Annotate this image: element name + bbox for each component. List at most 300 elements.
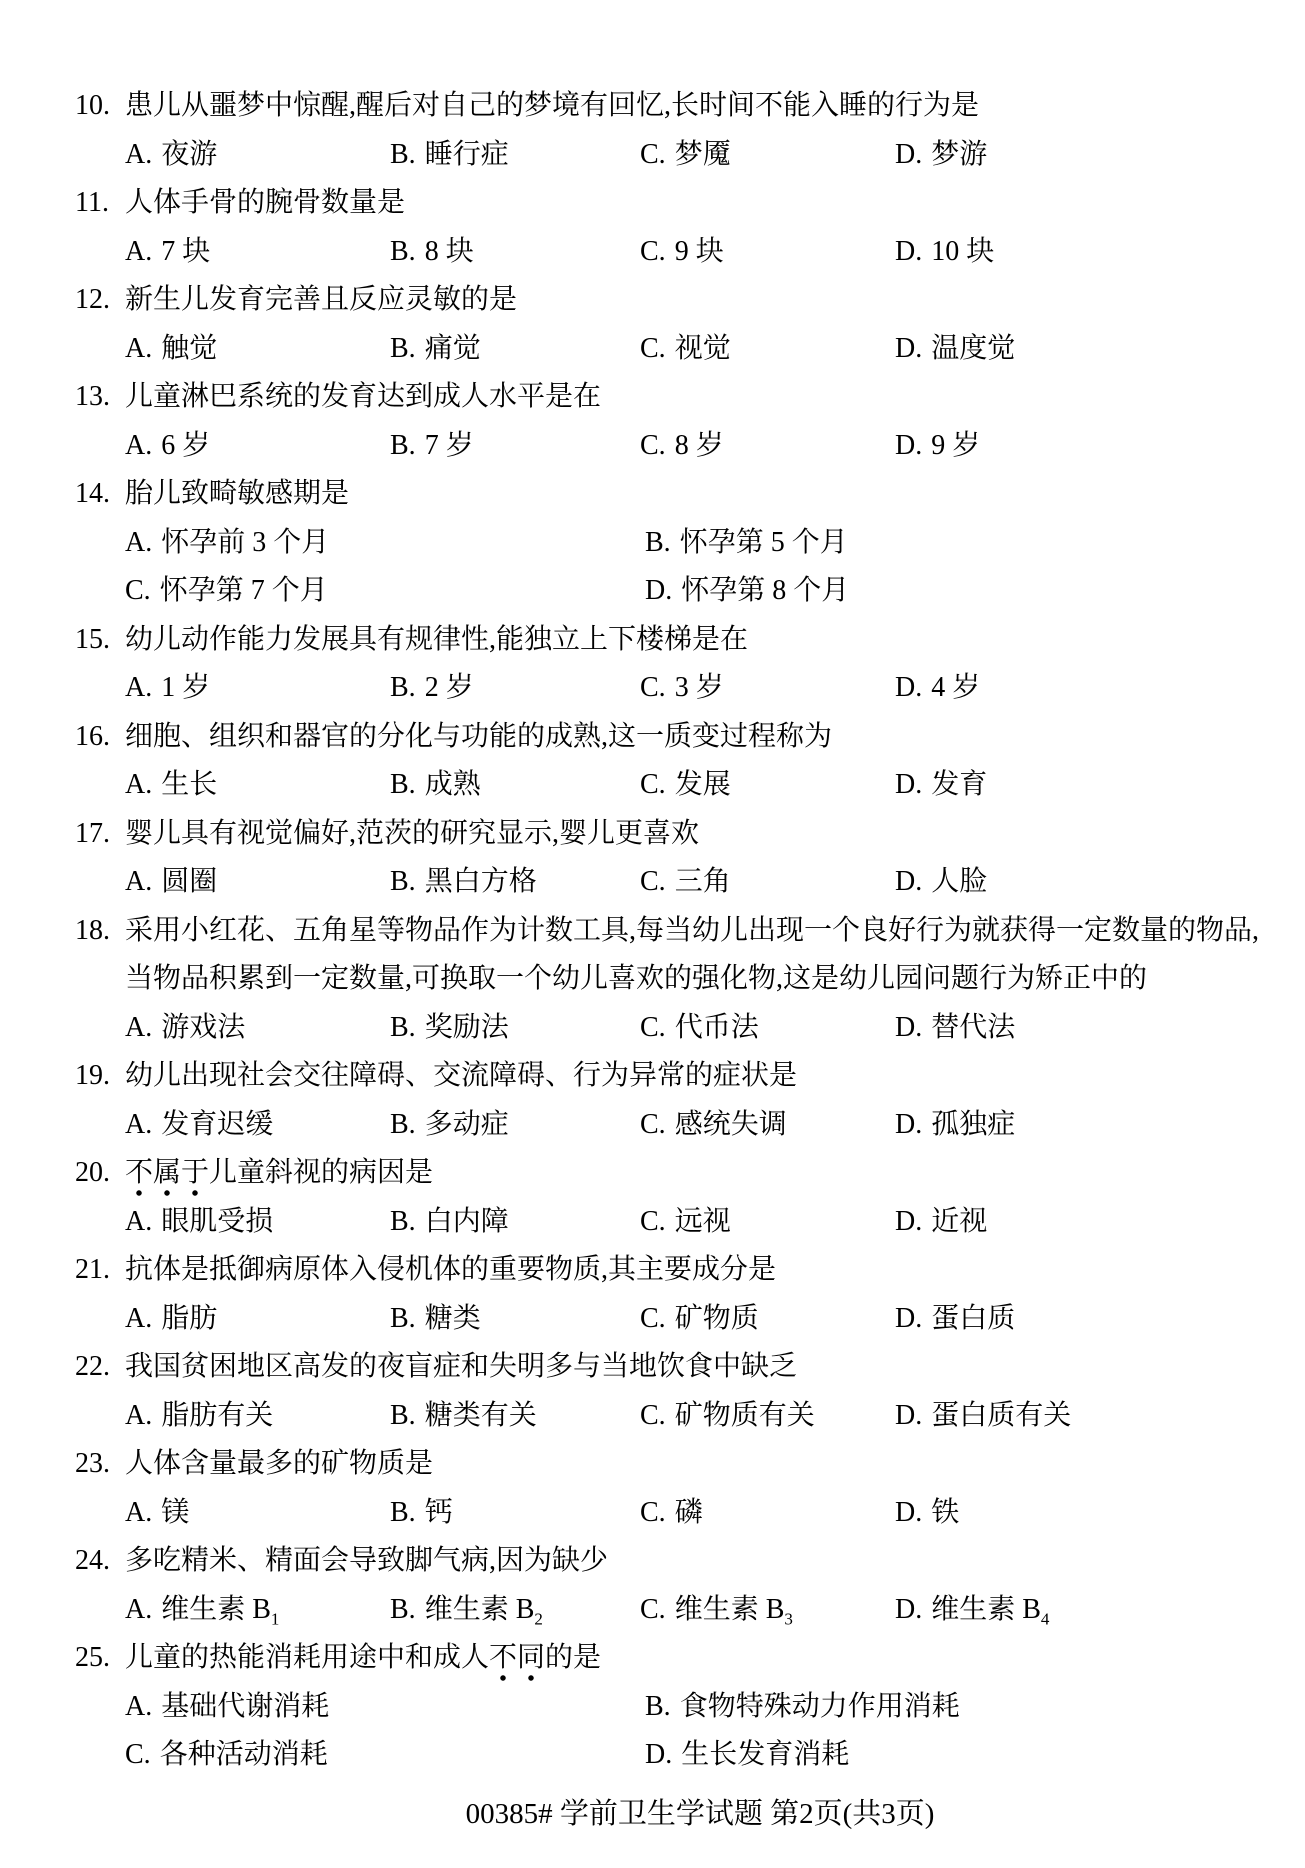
option-text: 脂肪有关 — [161, 1399, 274, 1431]
page-footer: 00385# 学前卫生学试题 第2页(共3页) — [465, 1797, 935, 1830]
option-label: A. — [125, 526, 153, 558]
option-text: 游戏法 — [161, 1011, 246, 1043]
option-text: 三角 — [674, 866, 731, 897]
question-number: 25. — [75, 1642, 110, 1673]
option — [125, 761, 390, 810]
option-label: A. — [125, 1108, 153, 1140]
option — [125, 422, 390, 471]
option-label: B. — [390, 138, 416, 170]
text-segment: 胎儿致畸敏感期是 — [125, 478, 350, 509]
question-text — [125, 1157, 433, 1198]
option — [640, 228, 895, 277]
question-text — [125, 381, 601, 412]
option — [390, 1586, 640, 1635]
option-text: 7 岁 — [424, 429, 474, 461]
option-text: 矿物质 — [674, 1302, 759, 1334]
question-item — [0, 1343, 1305, 1440]
option — [390, 858, 640, 907]
option-row — [0, 761, 1305, 810]
text-segment: 儿童的热能消耗用途中和成人 — [125, 1642, 490, 1673]
option-label: C. — [640, 429, 666, 461]
option — [125, 1731, 645, 1780]
option-label: C. — [640, 1205, 666, 1237]
option-label: C. — [640, 1496, 666, 1528]
option-label: A. — [125, 235, 153, 267]
question-list — [0, 82, 1305, 1780]
option-row — [0, 1683, 1305, 1780]
option-label: D. — [895, 138, 923, 170]
emphasized-text: 不同 — [489, 1642, 545, 1683]
question-number: 19. — [75, 1060, 110, 1091]
question-text — [125, 1254, 776, 1285]
option-text: 镁 — [161, 1496, 190, 1528]
question-item — [0, 470, 1305, 616]
option-label: C. — [640, 1011, 666, 1043]
option-text: 维生素 $B_4$ — [931, 1593, 1050, 1629]
question-line — [0, 373, 1305, 422]
option-text: 蛋白质 — [931, 1302, 1016, 1334]
question-text — [125, 915, 1259, 946]
option-text: 夜游 — [161, 138, 218, 170]
option — [125, 228, 390, 277]
option-text: 温度觉 — [931, 332, 1016, 364]
option-label: C. — [640, 138, 666, 170]
text-segment: 当物品积累到一定数量,可换取一个幼儿喜欢的强化物,这是幼儿园问题行为矫正中的 — [125, 963, 1148, 994]
option-row — [0, 519, 1305, 616]
option-text: 生长 — [161, 769, 218, 800]
option-row — [0, 664, 1305, 713]
question-line — [0, 810, 1305, 859]
question-text — [125, 1060, 797, 1091]
option-label: C. — [125, 1739, 151, 1770]
option-row — [0, 325, 1305, 374]
option — [125, 858, 390, 907]
option-label: C. — [125, 575, 151, 606]
question-number: 14. — [75, 478, 110, 509]
option — [125, 1489, 390, 1538]
option-label: D. — [895, 1205, 923, 1237]
option — [125, 519, 645, 568]
question-number: 10. — [75, 90, 110, 121]
option — [645, 1731, 1305, 1780]
question-line — [0, 616, 1305, 665]
option — [640, 422, 895, 471]
option-text: 脂肪 — [161, 1302, 218, 1334]
option-text: 黑白方格 — [424, 866, 537, 897]
option-text: 多动症 — [424, 1108, 509, 1140]
question-item — [0, 1149, 1305, 1246]
option-label: D. — [895, 1496, 923, 1528]
option — [390, 1101, 640, 1150]
question-item — [0, 276, 1305, 373]
option-label: B. — [390, 429, 416, 461]
option-row — [0, 1004, 1305, 1053]
option — [390, 228, 640, 277]
option — [895, 664, 1305, 713]
question-line — [0, 1343, 1305, 1392]
option — [125, 325, 390, 374]
question-number: 20. — [75, 1157, 110, 1188]
option-text: 10 块 — [931, 235, 995, 267]
option-label: B. — [390, 769, 416, 800]
option-label: A. — [125, 672, 153, 703]
question-item — [0, 1440, 1305, 1537]
question-item — [0, 810, 1305, 907]
option-text: 成熟 — [424, 769, 481, 800]
option-label: B. — [390, 235, 416, 267]
text-segment: 我国贫困地区高发的夜盲症和失明多与当地饮食中缺乏 — [125, 1351, 798, 1382]
option-text: 视觉 — [674, 332, 731, 364]
option-subscript: 3 — [784, 1609, 793, 1629]
option-label: D. — [895, 332, 923, 364]
option-text: 代币法 — [674, 1011, 759, 1043]
option-label: C. — [640, 769, 666, 800]
option-label: B. — [390, 866, 416, 897]
option — [895, 1586, 1305, 1635]
option — [125, 1586, 390, 1635]
option-text: 发育迟缓 — [161, 1108, 274, 1140]
option — [640, 1198, 895, 1247]
text-segment: 多吃精米、精面会导致脚气病,因为缺少 — [125, 1545, 609, 1576]
option — [640, 1101, 895, 1150]
question-line — [0, 907, 1305, 956]
text-segment: 新生儿发育完善且反应灵敏的是 — [125, 284, 518, 315]
question-text — [125, 1351, 797, 1382]
text-segment: 采用小红花、五角星等物品作为计数工具,每当幼儿出现一个良好行为就获得一定数量的物品, — [125, 914, 1260, 946]
option-label: C. — [640, 672, 666, 703]
option-text: 梦魇 — [674, 138, 731, 170]
option — [645, 567, 1305, 616]
option-text: 感统失调 — [674, 1108, 787, 1140]
question-line — [0, 1634, 1305, 1683]
option — [390, 761, 640, 810]
option — [640, 761, 895, 810]
option — [390, 1489, 640, 1538]
option — [640, 664, 895, 713]
question-text — [125, 284, 517, 315]
option-text: 发育 — [931, 769, 988, 800]
text-segment: 的是 — [545, 1642, 602, 1673]
text-segment: 人体含量最多的矿物质是 — [125, 1448, 434, 1479]
option-label: A. — [125, 138, 153, 170]
option-text: 生长发育消耗 — [681, 1739, 850, 1770]
option-label: C. — [640, 866, 666, 897]
option-text: 远视 — [674, 1205, 731, 1237]
option-label: C. — [640, 1108, 666, 1140]
option-label: C. — [640, 1593, 666, 1625]
question-item — [0, 1537, 1305, 1634]
option-label: C. — [640, 1302, 666, 1334]
option-text: 铁 — [931, 1496, 960, 1528]
option-label: D. — [895, 1108, 923, 1140]
option-text: 触觉 — [161, 332, 218, 364]
option-row — [0, 422, 1305, 471]
question-line — [0, 1149, 1305, 1198]
option-text: 4 岁 — [931, 672, 981, 703]
option-row — [0, 131, 1305, 180]
option-text: 痛觉 — [424, 332, 481, 364]
option — [895, 1392, 1305, 1441]
option — [390, 1004, 640, 1053]
option — [895, 131, 1305, 180]
option — [645, 519, 1305, 568]
question-line — [0, 179, 1305, 228]
option-label: B. — [390, 1593, 416, 1625]
option-label: D. — [895, 1011, 923, 1043]
option — [125, 1295, 390, 1344]
option-label: D. — [895, 1399, 923, 1431]
option — [895, 761, 1305, 810]
option-label: A. — [125, 429, 153, 461]
option-label: D. — [895, 1302, 923, 1334]
option-row — [0, 1392, 1305, 1441]
option-label: A. — [125, 769, 153, 800]
option-text: 糖类 — [424, 1302, 481, 1334]
question-text — [125, 1545, 608, 1576]
option-label: D. — [645, 575, 673, 606]
question-text — [125, 1642, 601, 1683]
option-label: D. — [895, 866, 923, 897]
option-text: 眼肌受损 — [161, 1205, 274, 1237]
option — [390, 422, 640, 471]
option — [640, 131, 895, 180]
option — [125, 1004, 390, 1053]
question-line — [0, 1052, 1305, 1101]
option-label: A. — [125, 1205, 153, 1237]
question-number: 21. — [75, 1254, 110, 1285]
option-text: 基础代谢消耗 — [161, 1690, 330, 1722]
text-segment: 儿童斜视的病因是 — [209, 1157, 434, 1188]
option — [640, 858, 895, 907]
option-text: 7 块 — [161, 235, 211, 267]
option-label: B. — [390, 1399, 416, 1431]
question-item — [0, 82, 1305, 179]
question-item — [0, 179, 1305, 276]
option-text: 糖类有关 — [424, 1399, 537, 1431]
option — [895, 1489, 1305, 1538]
option — [640, 1295, 895, 1344]
option-label: A. — [125, 332, 153, 364]
question-line — [0, 1440, 1305, 1489]
question-text — [125, 478, 349, 509]
option-label: D. — [645, 1739, 673, 1770]
option-text: 2 岁 — [424, 672, 474, 703]
question-number: 16. — [75, 720, 110, 752]
text-segment: 人体手骨的腕骨数量是 — [125, 187, 406, 218]
option-label: A. — [125, 1690, 153, 1722]
option — [125, 1198, 390, 1247]
option-text: 维生素 $B_1$ — [161, 1593, 280, 1629]
option-text: 9 块 — [674, 235, 724, 267]
text-segment: 抗体是抵御病原体入侵机体的重要物质,其主要成分是 — [125, 1254, 777, 1285]
option-text: 替代法 — [931, 1011, 1016, 1043]
option-label: B. — [390, 672, 416, 703]
option-label: B. — [390, 1496, 416, 1528]
question-text — [125, 187, 405, 218]
emphasized-text: 不属于 — [125, 1157, 209, 1198]
text-segment: 细胞、组织和器官的分化与功能的成熟,这一质变过程称为 — [125, 720, 833, 752]
option-text: 8 块 — [424, 235, 474, 267]
question-line — [0, 1246, 1305, 1295]
question-number: 15. — [75, 623, 110, 655]
option — [390, 325, 640, 374]
question-number: 18. — [75, 914, 110, 946]
option-label: B. — [645, 526, 671, 558]
option-text: 8 岁 — [674, 429, 724, 461]
option-row — [0, 1101, 1305, 1150]
option-text: 9 岁 — [931, 429, 981, 461]
option-label: A. — [125, 1011, 153, 1043]
option-label: D. — [895, 235, 923, 267]
option-label: D. — [895, 1593, 923, 1625]
option-text: 维生素 $B_2$ — [424, 1593, 543, 1629]
option — [390, 1295, 640, 1344]
option — [390, 664, 640, 713]
option-label: C. — [640, 332, 666, 364]
option-row — [0, 858, 1305, 907]
option-row — [0, 228, 1305, 277]
question-text — [125, 963, 1147, 994]
question-item — [0, 1634, 1305, 1780]
question-item — [0, 713, 1305, 810]
option-label: D. — [895, 769, 923, 800]
option-text: 奖励法 — [424, 1011, 509, 1043]
option-label: D. — [895, 672, 923, 703]
option-label: B. — [390, 1108, 416, 1140]
option — [895, 422, 1305, 471]
option — [390, 1392, 640, 1441]
option-text: 白内障 — [424, 1205, 509, 1237]
option — [125, 131, 390, 180]
option-text: 钙 — [424, 1496, 453, 1528]
question-number: 13. — [75, 381, 110, 412]
option — [895, 1198, 1305, 1247]
question-text — [125, 624, 748, 655]
option — [895, 1004, 1305, 1053]
option-label: A. — [125, 1302, 153, 1334]
option — [895, 1101, 1305, 1150]
question-number: 12. — [75, 284, 110, 315]
option-label: B. — [390, 1205, 416, 1237]
option-text: 怀孕第 5 个月 — [679, 526, 848, 558]
option-label: D. — [895, 429, 923, 461]
question-number: 23. — [75, 1448, 110, 1479]
option-text: 食物特殊动力作用消耗 — [679, 1690, 960, 1722]
option-subscript: 1 — [270, 1609, 280, 1629]
question-item — [0, 373, 1305, 470]
question-item — [0, 907, 1305, 1053]
option-label: A. — [125, 1399, 153, 1431]
option-label: C. — [640, 235, 666, 267]
option — [125, 1683, 645, 1732]
question-text — [125, 818, 699, 849]
option — [390, 131, 640, 180]
option-label: B. — [390, 1011, 416, 1043]
option-text: 各种活动消耗 — [159, 1739, 328, 1770]
question-number: 17. — [75, 817, 110, 849]
option-text: 怀孕第 7 个月 — [159, 575, 328, 606]
option-text: 3 岁 — [674, 672, 724, 703]
option — [895, 858, 1305, 907]
option — [895, 1295, 1305, 1344]
option-subscript: 4 — [1040, 1609, 1050, 1629]
option — [645, 1683, 1305, 1732]
option-text: 怀孕前 3 个月 — [161, 526, 330, 558]
option-label: A. — [125, 1593, 153, 1625]
question-text — [125, 1448, 433, 1479]
option-text: 1 岁 — [161, 672, 211, 703]
option — [640, 325, 895, 374]
option-row — [0, 1198, 1305, 1247]
option-text: 梦游 — [931, 138, 988, 170]
option — [640, 1489, 895, 1538]
option-label: B. — [390, 332, 416, 364]
option-row — [0, 1295, 1305, 1344]
option-subscript: 2 — [534, 1609, 543, 1629]
option-text: 睡行症 — [424, 138, 509, 170]
option-text: 孤独症 — [931, 1108, 1016, 1140]
question-line — [0, 82, 1305, 131]
option-text: 磷 — [674, 1496, 703, 1528]
option-label: A. — [125, 866, 153, 897]
question-number: 11. — [75, 187, 109, 218]
text-segment: 儿童淋巴系统的发育达到成人水平是在 — [125, 381, 602, 412]
text-segment: 婴儿具有视觉偏好,范茨的研究显示,婴儿更喜欢 — [125, 817, 700, 849]
option — [895, 228, 1305, 277]
option-label: B. — [390, 1302, 416, 1334]
option-text: 6 岁 — [161, 429, 211, 461]
option — [125, 1101, 390, 1150]
option-label: C. — [640, 1399, 666, 1431]
option-row — [0, 1489, 1305, 1538]
question-line — [0, 955, 1305, 1004]
question-text — [125, 721, 832, 752]
option-label: B. — [645, 1690, 671, 1722]
option-row — [0, 1586, 1305, 1635]
question-item — [0, 616, 1305, 713]
text-segment: 患儿从噩梦中惊醒,醒后对自己的梦境有回忆,长时间不能入睡的行为是 — [125, 90, 980, 121]
option — [640, 1392, 895, 1441]
option-text: 矿物质有关 — [674, 1399, 815, 1431]
option — [390, 1198, 640, 1247]
question-number: 24. — [75, 1545, 110, 1576]
question-text — [125, 90, 979, 121]
question-line — [0, 713, 1305, 762]
question-item — [0, 1246, 1305, 1343]
question-line — [0, 470, 1305, 519]
option-text: 近视 — [931, 1205, 988, 1237]
question-line — [0, 276, 1305, 325]
option-text: 维生素 $B_3$ — [674, 1593, 793, 1629]
option-text: 蛋白质有关 — [931, 1399, 1072, 1431]
option-text: 人脸 — [931, 866, 988, 897]
option — [895, 325, 1305, 374]
text-segment: 幼儿动作能力发展具有规律性,能独立上下楼梯是在 — [125, 623, 749, 655]
option-text: 圆圈 — [161, 866, 218, 897]
question-line — [0, 1537, 1305, 1586]
question-number: 22. — [75, 1351, 110, 1382]
question-item — [0, 1052, 1305, 1149]
option — [125, 567, 645, 616]
option-label: A. — [125, 1496, 153, 1528]
option — [125, 664, 390, 713]
option — [640, 1004, 895, 1053]
option — [125, 1392, 390, 1441]
option-text: 发展 — [674, 769, 731, 800]
option — [640, 1586, 895, 1635]
text-segment: 幼儿出现社会交往障碍、交流障碍、行为异常的症状是 — [125, 1060, 798, 1091]
option-text: 怀孕第 8 个月 — [681, 575, 850, 606]
